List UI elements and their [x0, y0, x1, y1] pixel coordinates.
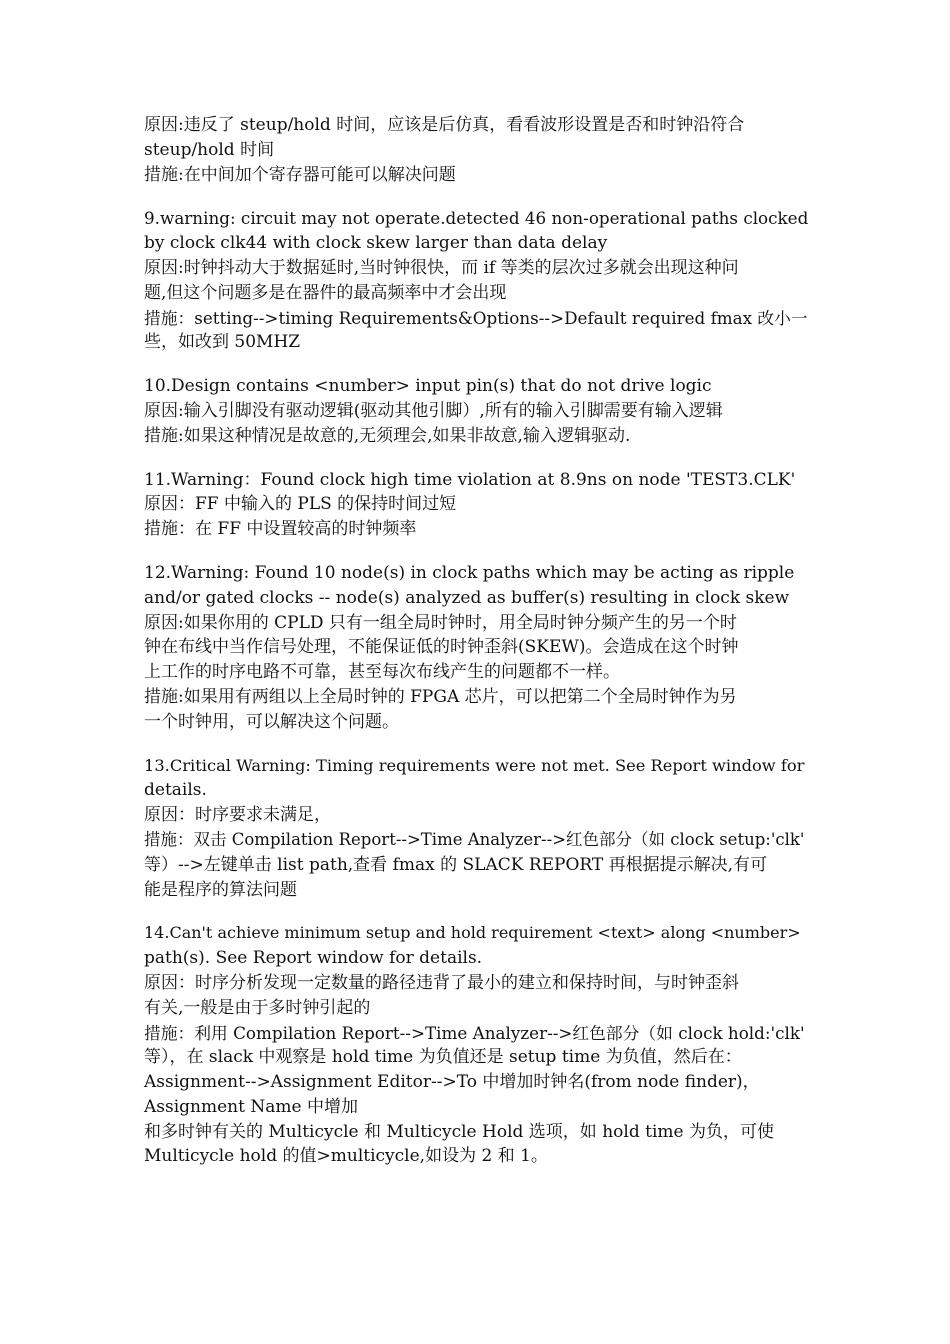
- text-line: 等），在 slack 中观察是 hold time 为负值还是 setup time 为负值，然后在：: [144, 1047, 742, 1068]
- text-line: 上工作的时序电路不可靠，甚至每次布线产生的问题都不一样。: [144, 662, 620, 683]
- text-line: path(s). See Report window for details.: [144, 948, 483, 969]
- paragraph-gap: [144, 449, 808, 468]
- text-line: and/or gated clocks -- node(s) analyzed as buffer(s) resulting in clock skew: [144, 587, 790, 608]
- text-line: 钟在布线中当作信号处理，不能保证低的时钟歪斜(SKEW)。会造成在这个时钟: [144, 637, 739, 658]
- text-line: 措施:如果这种情况是故意的,无须理会,如果非故意,输入逻辑驱动.: [144, 425, 631, 446]
- text-line: 等）-->左键单击 list path,查看 fmax 的 SLACK REPORT 再根据提示解决,有可: [144, 854, 768, 875]
- text-line: 14.Can't achieve minimum setup and hold requirement <text> along <number>: [144, 923, 801, 943]
- text-line: 13.Critical Warning: Timing requirements were not met. See Report window for: [144, 755, 805, 775]
- text-line: Assignment-->Assignment Editor-->To 中增加时钟名(from node finder)，: [144, 1072, 760, 1093]
- paragraph-gap: [144, 735, 808, 754]
- text-line: 措施：setting-->timing Requirements&Options-->Default required fmax 改小一: [144, 307, 808, 328]
- text-line: 一个时钟用，可以解决这个问题。: [144, 711, 399, 732]
- text-line: 能是程序的算法问题: [144, 879, 297, 900]
- paragraph-gap: [144, 902, 808, 921]
- paragraph-gap: [144, 187, 808, 206]
- text-line: 原因:时钟抖动大于数据延时,当时钟很快，而 if 等类的层次过多就会出现这种问: [144, 257, 739, 278]
- text-line: 12.Warning: Found 10 node(s) in clock paths which may be acting as ripple: [144, 562, 795, 583]
- text-line: 有关,一般是由于多时钟引起的: [144, 997, 371, 1018]
- text-line: 原因:输入引脚没有驱动逻辑(驱动其他引脚）,所有的输入引脚需要有输入逻辑: [144, 400, 723, 421]
- text-line: 措施：双击 Compilation Report-->Time Analyzer-->红色部分（如 clock setup:'clk': [144, 829, 805, 849]
- paragraph-gap: [144, 542, 808, 561]
- text-line: 措施:在中间加个寄存器可能可以解决问题: [144, 164, 456, 185]
- text-line: 措施:如果用有两组以上全局时钟的 FPGA 芯片，可以把第二个全局时钟作为另: [144, 686, 737, 707]
- text-line: 9.warning: circuit may not operate.detected 46 non-operational paths clocked: [144, 208, 809, 229]
- text-line: steup/hold 时间: [144, 139, 275, 160]
- text-line: 措施：利用 Compilation Report-->Time Analyzer-->红色部分（如 clock hold:'clk': [144, 1022, 805, 1043]
- text-line: Multicycle hold 的值>multicycle,如设为 2 和 1。: [144, 1146, 548, 1167]
- paragraph-gap: [144, 355, 808, 374]
- text-line: 11.Warning：Found clock high time violation at 8.9ns on node 'TEST3.CLK': [144, 469, 796, 490]
- text-line: 和多时钟有关的 Multicycle 和 Multicycle Hold 选项，如 hold time 为负，可使: [144, 1121, 774, 1142]
- text-line: Assignment Name 中增加: [144, 1096, 358, 1117]
- text-line: 原因：时序分析发现一定数量的路径违背了最小的建立和保持时间，与时钟歪斜: [144, 972, 739, 993]
- document-body: [144, 113, 808, 1169]
- text-line: by clock clk44 with clock skew larger than data delay: [144, 233, 608, 254]
- text-line: 原因：FF 中输入的 PLS 的保持时间过短: [144, 494, 457, 515]
- text-line: 10.Design contains <number> input pin(s) that do not drive logic: [144, 376, 712, 397]
- text-line: 题,但这个问题多是在器件的最高频率中才会出现: [144, 282, 507, 303]
- text-line: 原因:如果你用的 CPLD 只有一组全局时钟时，用全局时钟分频产生的另一个时: [144, 612, 737, 633]
- text-line: 原因：时序要求未满足，: [144, 805, 331, 826]
- text-line: 原因:违反了 steup/hold 时间，应该是后仿真，看看波形设置是否和时钟沿符合: [144, 115, 745, 135]
- text-line: 措施：在 FF 中设置较高的时钟频率: [144, 519, 417, 540]
- text-line: 些，如改到 50MHZ: [144, 332, 301, 353]
- text-line: details.: [144, 780, 207, 801]
